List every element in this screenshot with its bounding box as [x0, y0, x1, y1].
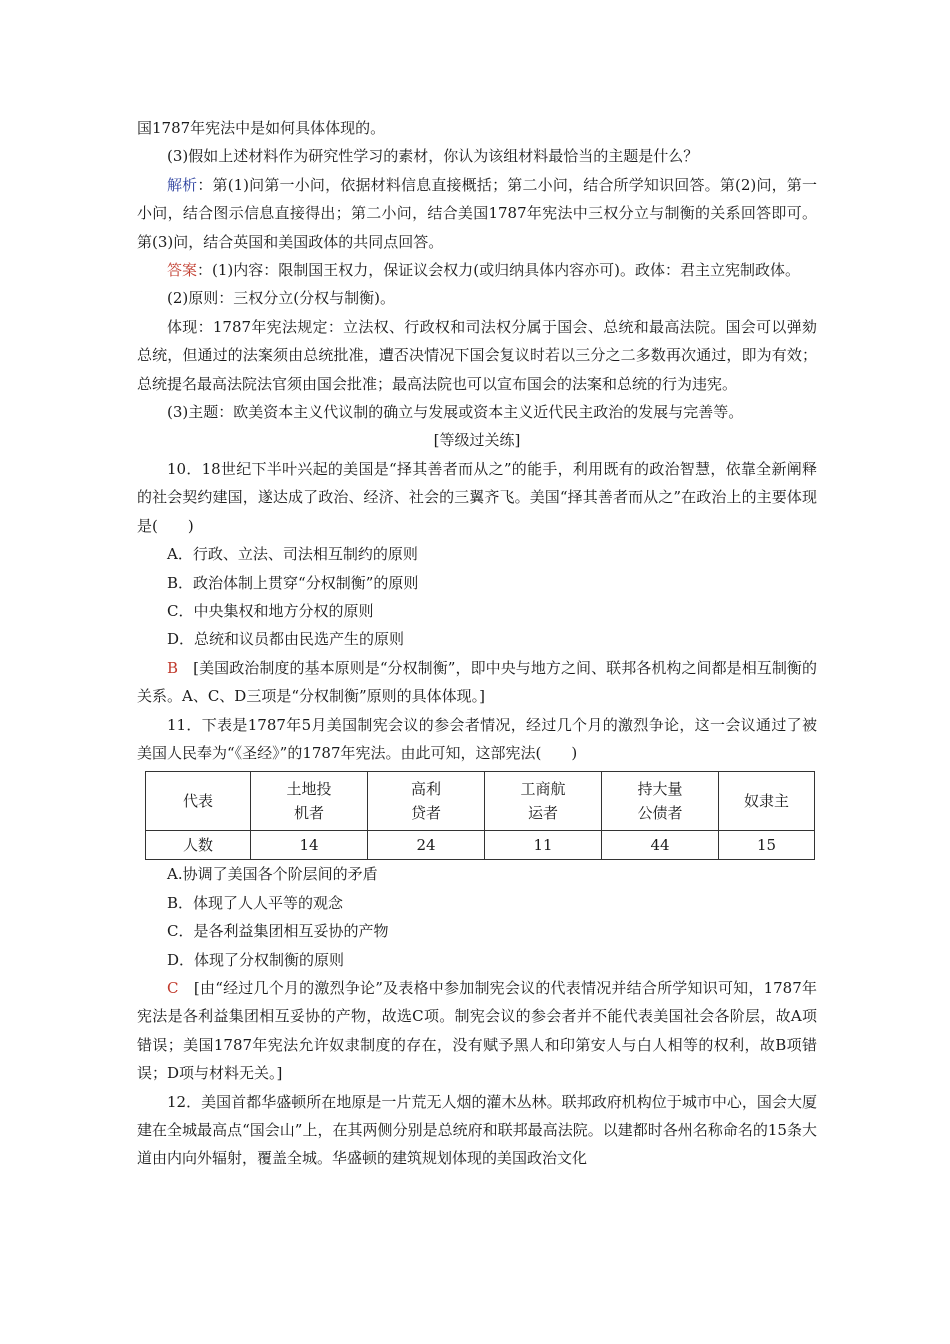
header-line: 运者 — [527, 804, 558, 823]
q10-option-a: A．行政、立法、司法相互制约的原则 — [167, 545, 418, 564]
count-cell: 24 — [368, 831, 485, 860]
q10-explanation — [137, 654, 817, 711]
q9-answer-part3: (3)主题：欧美资本主义代议制的确立与发展或资本主义近代民主政治的发展与完善等。 — [167, 403, 744, 422]
q12-stem: 12．美国首都华盛顿所在地原是一片荒无人烟的灌木丛林。联邦政府机构位于城市中心，国会大厦建在全城最高点“国会山”上，在其两侧分别是总统府和联邦最高法院。以建都时各州名称命名的15条大道由内向外辐射，覆盖全城。华盛顿的建筑规划体现的美国政治文化 — [137, 1092, 817, 1168]
answer-label: 答案 — [167, 261, 198, 280]
row-label-count: 人数 — [146, 831, 251, 860]
header-line: 公债者 — [637, 804, 683, 823]
count-cell: 44 — [602, 831, 719, 860]
q11-stem: 11．下表是1787年5月美国制宪会议的参会者情况，经过几个月的激烈争论，这一会议通过了被美国人民奉为“《圣经》”的1787年宪法。由此可知，这部宪法( ) — [137, 715, 817, 762]
header-cell — [602, 772, 719, 831]
header-line: 工商航 — [520, 780, 566, 799]
table-row — [146, 772, 815, 831]
header-cell — [251, 772, 368, 831]
q10-option-d: D．总统和议员都由民选产生的原则 — [167, 630, 405, 649]
q11-option-a: A.协调了美国各个阶层间的矛盾 — [167, 865, 378, 884]
header-cell — [368, 772, 485, 831]
table-row — [146, 831, 815, 860]
header-cell — [719, 772, 815, 831]
header-line: 土地投 — [286, 780, 332, 799]
header-line: 贷者 — [410, 804, 441, 823]
q10-answer-letter: B — [167, 658, 179, 677]
q10-option-b: B．政治体制上贯穿“分权制衡”的原则 — [167, 573, 419, 592]
analysis-text: ：第(1)问第一小问，依据材料信息直接概括；第二小问，结合所学知识回答。第(2)问，第一小问，结合图示信息直接得出；第二小问，结合美国1787年宪法中三权分立与制衡的关系回答即可。第(3)问，结合英国和美国政体的共同点回答。 — [137, 175, 817, 251]
answer-text: ：(1)内容：限制国王权力，保证议会权力(或归纳具体内容亦可)。政体：君主立宪制政体。 — [197, 261, 800, 280]
q10-explanation-text: [美国政治制度的基本原则是“分权制衡”，即中央与地方之间、联邦各机构之间都是相互制衡的关系。A、C、D三项是“分权制衡”原则的具体体现。] — [137, 658, 817, 706]
q11-option-b: B．体现了人人平等的观念 — [167, 893, 344, 912]
header-cell — [485, 772, 602, 831]
q11-explanation — [137, 974, 817, 1088]
q9-answer — [137, 256, 817, 284]
q11-explanation-text: [由“经过几个月的激烈争论”及表格中参加制宪会议的代表情况并结合所学知识可知，1787年宪法是各利益集团相互妥协的产物，故选C项。制宪会议的参会者并不能代表美国社会各阶层，故A项错误；美国1787年宪法允许奴隶制度的存在，没有赋予黑人和印第安人与白人相等的权利，故B项错误；D项与材料无关。] — [137, 978, 817, 1083]
q11-option-d: D．体现了分权制衡的原则 — [167, 950, 345, 969]
count-cell: 14 — [251, 831, 368, 860]
header-line: 机者 — [293, 804, 324, 823]
q11-answer-letter: C — [167, 978, 179, 997]
header-line: 奴隶主 — [743, 792, 789, 811]
count-cell: 15 — [719, 831, 815, 860]
q9-part3: (3)假如上述材料作为研究性学习的素材，你认为该组材料最恰当的主题是什么？ — [167, 147, 699, 166]
q11-option-c: C．是各利益集团相互妥协的产物 — [167, 922, 389, 941]
q10-option-c: C．中央集权和地方分权的原则 — [167, 601, 374, 620]
header-line: 高利 — [410, 780, 441, 799]
q9-answer-part2: (2)原则：三权分立(分权与制衡)。 — [167, 289, 395, 308]
header-line: 持大量 — [637, 780, 683, 799]
q9-answer-part2-detail: 体现：1787年宪法规定：立法权、行政权和司法权分属于国会、总统和最高法院。国会可以弹劾总统，但通过的法案须由总统批准，遭否决情况下国会复议时若以三分之二多数再次通过，即为有效；总统提名最高法院法官须由国会批准；最高法院也可以宣布国会的法案和总统的行为违宪。 — [137, 317, 817, 393]
q9-continuation: 国1787年宪法中是如何具体体现的。 — [137, 119, 386, 137]
document-page — [137, 114, 817, 1173]
delegates-table — [145, 771, 815, 860]
q9-analysis — [137, 171, 817, 256]
row-label-representatives: 代表 — [146, 772, 251, 831]
q10-stem: 10．18世纪下半叶兴起的美国是“择其善者而从之”的能手，利用既有的政治智慧，依靠全新阐释的社会契约建国，遂达成了政治、经济、社会的三翼齐飞。美国“择其善者而从之”在政治上的主要体现是( ) — [137, 459, 817, 535]
analysis-label: 解析 — [167, 175, 198, 194]
count-cell: 11 — [485, 831, 602, 860]
section-title: [等级过关练] — [433, 431, 521, 450]
